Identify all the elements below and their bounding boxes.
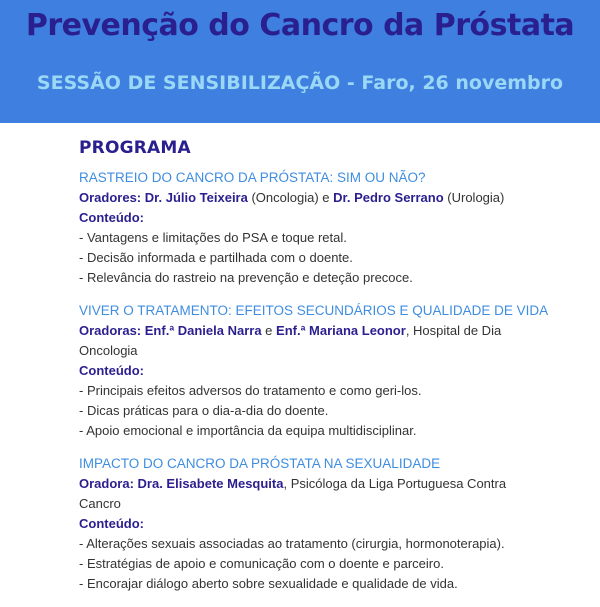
list-item: - Principais efeitos adversos do tratamento e como geri-los. (79, 383, 422, 398)
section-speakers (79, 188, 549, 208)
list-item: - Vantagens e limitações do PSA e toque retal. (79, 230, 347, 245)
speakers-label: Oradora: (79, 476, 134, 491)
section-speakers (79, 321, 549, 361)
speaker-role: , Psicóloga da Liga Portuguesa Contra Cancro (79, 476, 507, 511)
list-item: - Alterações sexuais associadas ao tratamento (cirurgia, hormonoterapia). (79, 536, 505, 551)
speaker-name: Dra. Elisabete Mesquita (137, 476, 284, 491)
program-heading: PROGRAMA (79, 138, 191, 158)
section-title: RASTREIO DO CANCRO DA PRÓSTATA: SIM OU NÃO? (79, 170, 426, 185)
speaker-role: , Hospital de Dia Oncologia (79, 323, 502, 358)
list-item: - Dicas práticas para o dia-a-dia do doente. (79, 403, 329, 418)
session-subtitle (0, 72, 600, 94)
speaker-name: Enf.ª Mariana Leonor (276, 323, 406, 338)
section-speakers (79, 474, 549, 514)
speaker-name: Dr. Júlio Teixeira (144, 190, 248, 205)
content-list (79, 381, 549, 441)
session-date: Faro, 26 novembro (361, 72, 564, 94)
list-item: - Relevância do rastreio na prevenção e deteção precoce. (79, 270, 413, 285)
list-item: - Apoio emocional e importância da equipa multidisciplinar. (79, 423, 417, 438)
speaker-role: (Urologia) (443, 190, 505, 205)
speaker-role: e (261, 323, 277, 338)
header-banner (0, 0, 600, 123)
page-title: Prevenção do Cancro da Próstata (25, 8, 575, 43)
content-list (79, 228, 549, 288)
content-label: Conteúdo: (79, 363, 144, 378)
content-list (79, 534, 549, 594)
program-section (79, 301, 549, 441)
section-title: IMPACTO DO CANCRO DA PRÓSTATA NA SEXUALIDADE (79, 456, 441, 471)
speaker-name: Dr. Pedro Serrano (333, 190, 444, 205)
content-label: Conteúdo: (79, 210, 144, 225)
content-label: Conteúdo: (79, 516, 144, 531)
program-section (79, 454, 549, 594)
program-content (79, 138, 549, 607)
speaker-role: (Oncologia) e (247, 190, 334, 205)
speakers-label: Oradoras: (79, 323, 142, 338)
speakers-label: Oradores: (79, 190, 142, 205)
list-item: - Estratégias de apoio e comunicação com o doente e parceiro. (79, 556, 444, 571)
section-title: VIVER O TRATAMENTO: EFEITOS SECUNDÁRIOS E QUALIDADE DE VIDA (79, 303, 549, 318)
list-item: - Decisão informada e partilhada com o doente. (79, 250, 353, 265)
session-label: SESSÃO DE SENSIBILIZAÇÃO - (36, 72, 362, 94)
program-section (79, 168, 549, 288)
speaker-name: Enf.ª Daniela Narra (144, 323, 262, 338)
list-item: - Encorajar diálogo aberto sobre sexualidade e qualidade de vida. (79, 576, 458, 591)
